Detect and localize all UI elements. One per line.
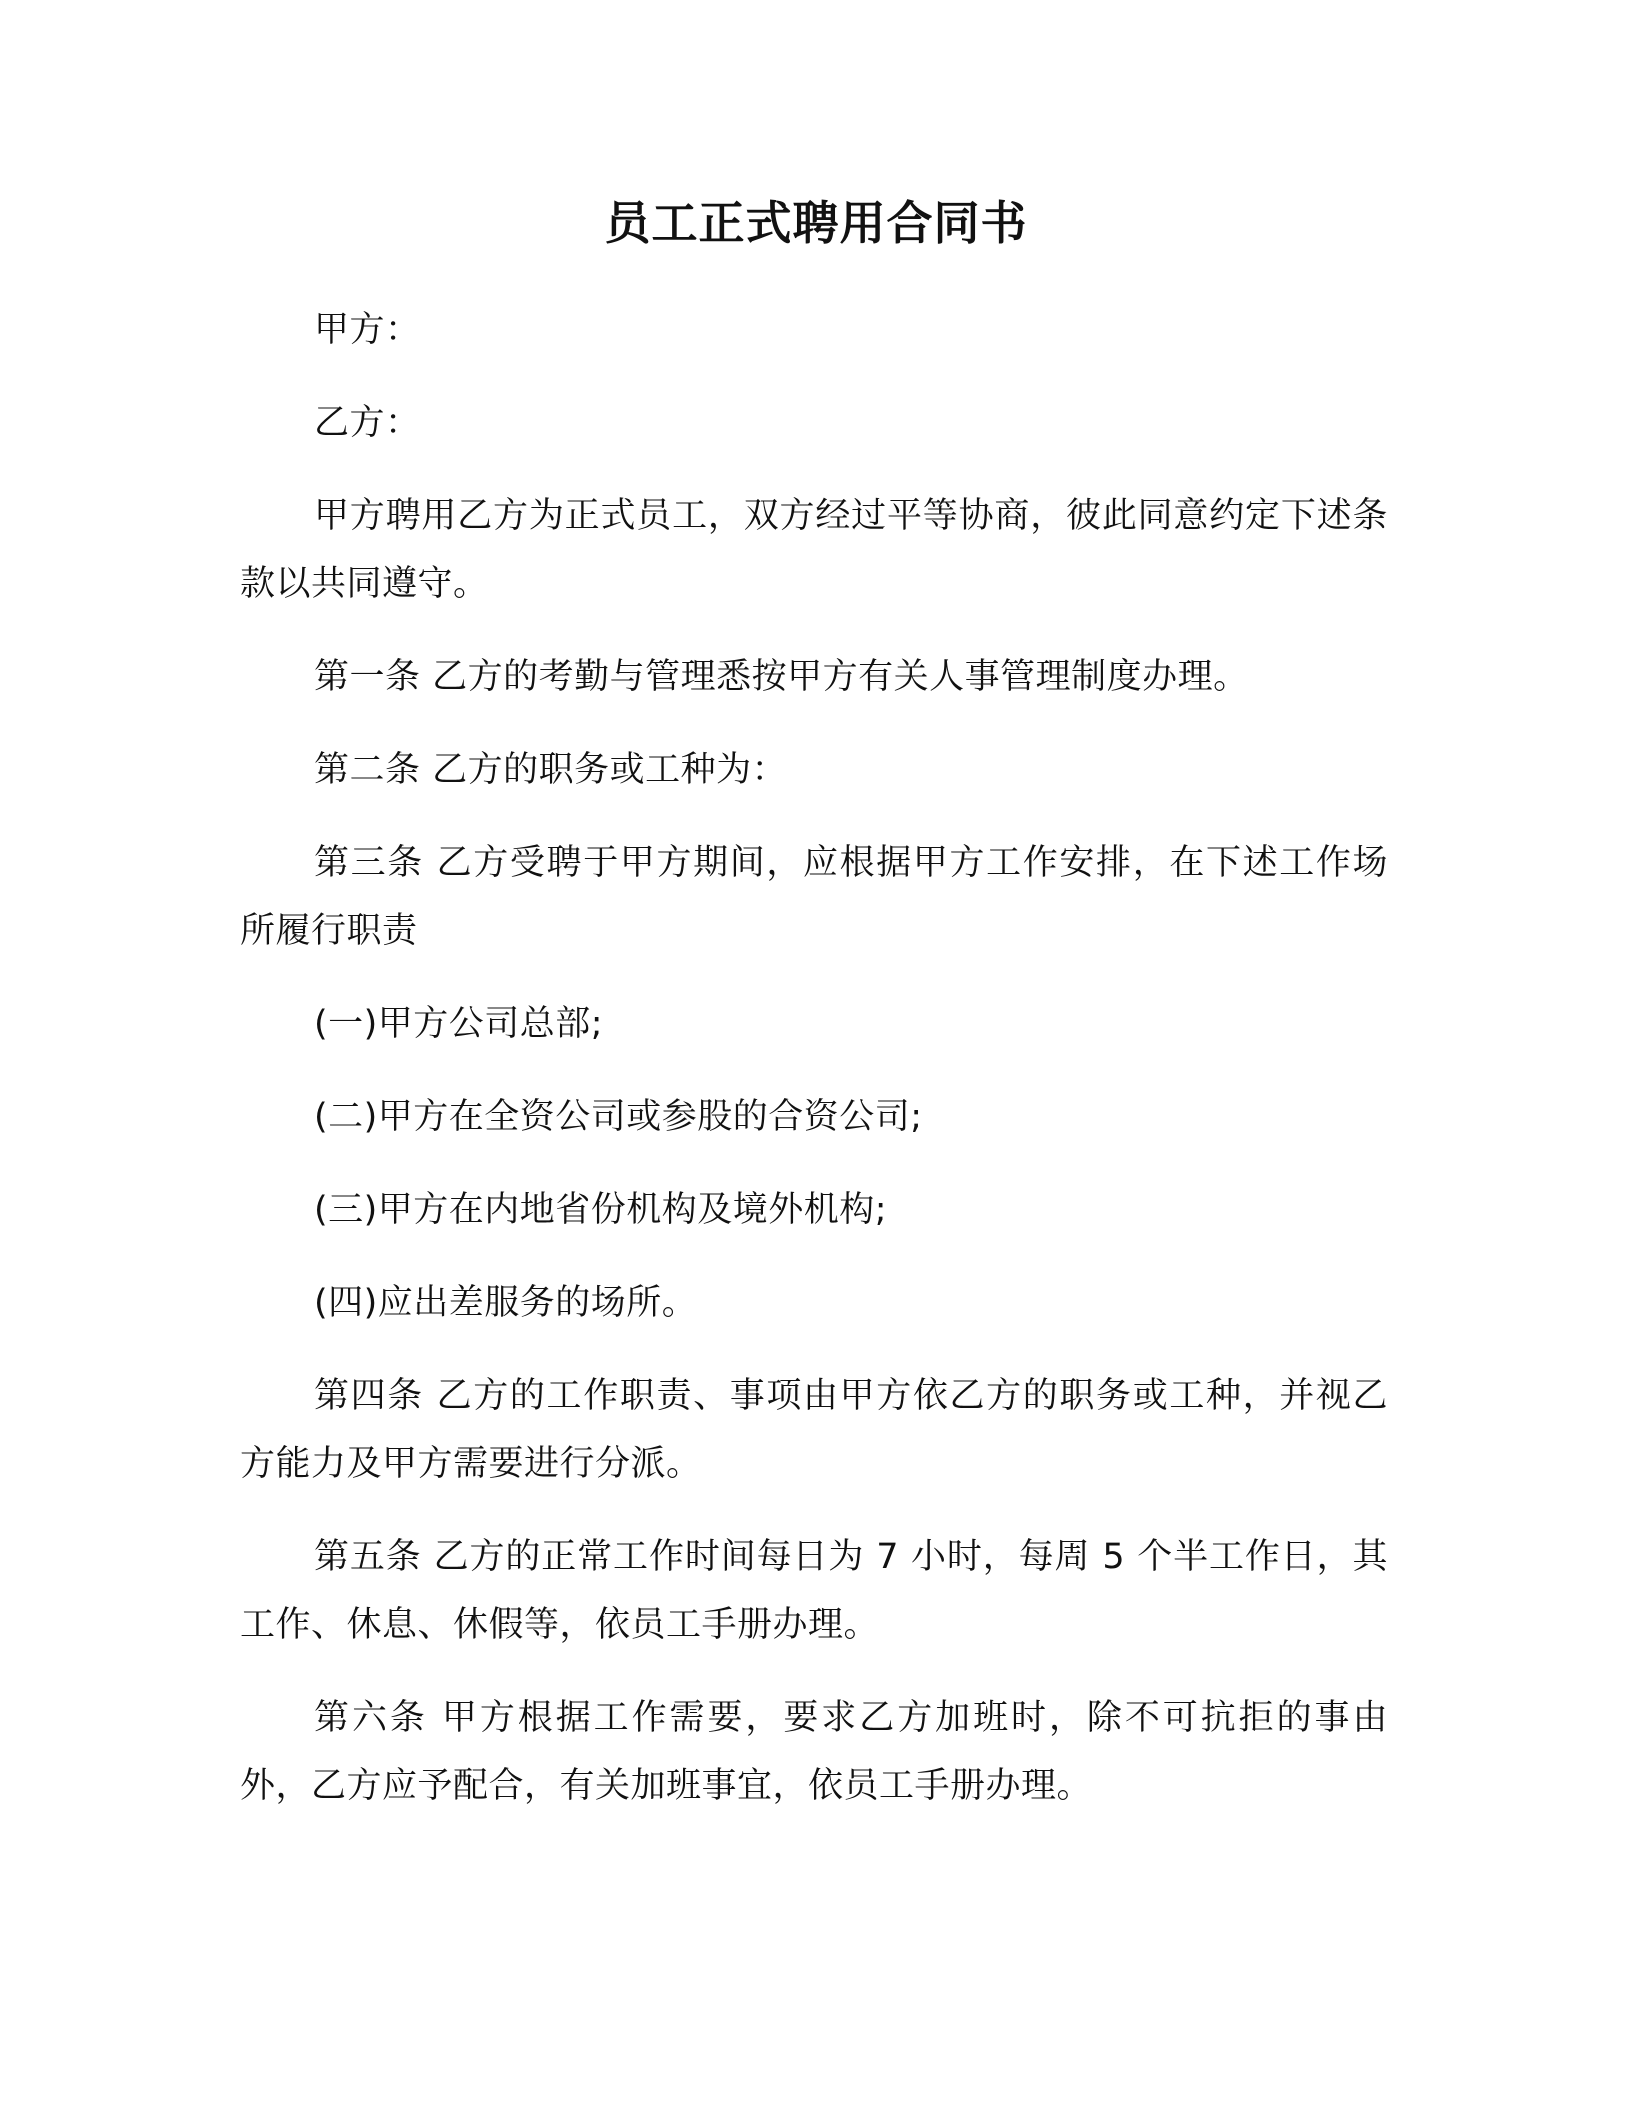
article-4: 第四条 乙方的工作职责、事项由甲方依乙方的职务或工种，并视乙方能力及甲方需要进行分派。 (240, 1376, 1388, 1484)
document-body (240, 296, 1388, 1845)
article-3-item-2: (二)甲方在全资公司或参股的合资公司; (314, 1097, 923, 1137)
document-title: 员工正式聘用合同书 (604, 196, 1028, 250)
article-1: 第一条 乙方的考勤与管理悉按甲方有关人事管理制度办理。 (314, 657, 1249, 697)
article-3-item-1: (一)甲方公司总部; (314, 1004, 604, 1044)
preamble-paragraph: 甲方聘用乙方为正式员工，双方经过平等协商，彼此同意约定下述条款以共同遵守。 (240, 496, 1388, 604)
party-a-line: 甲方： (314, 310, 421, 350)
article-3: 第三条 乙方受聘于甲方期间，应根据甲方工作安排，在下述工作场所履行职责 (240, 843, 1388, 951)
article-5: 第五条 乙方的正常工作时间每日为 7 小时，每周 5 个半工作日，其工作、休息、休假等，依员工手册办理。 (240, 1537, 1388, 1645)
article-3-item-4: (四)应出差服务的场所。 (314, 1283, 698, 1323)
party-b-line: 乙方： (314, 403, 421, 443)
article-2: 第二条 乙方的职务或工种为： (314, 750, 788, 790)
article-6: 第六条 甲方根据工作需要，要求乙方加班时，除不可抗拒的事由外，乙方应予配合，有关加班事宜，依员工手册办理。 (240, 1698, 1388, 1806)
article-3-item-3: (三)甲方在内地省份机构及境外机构; (314, 1190, 888, 1230)
